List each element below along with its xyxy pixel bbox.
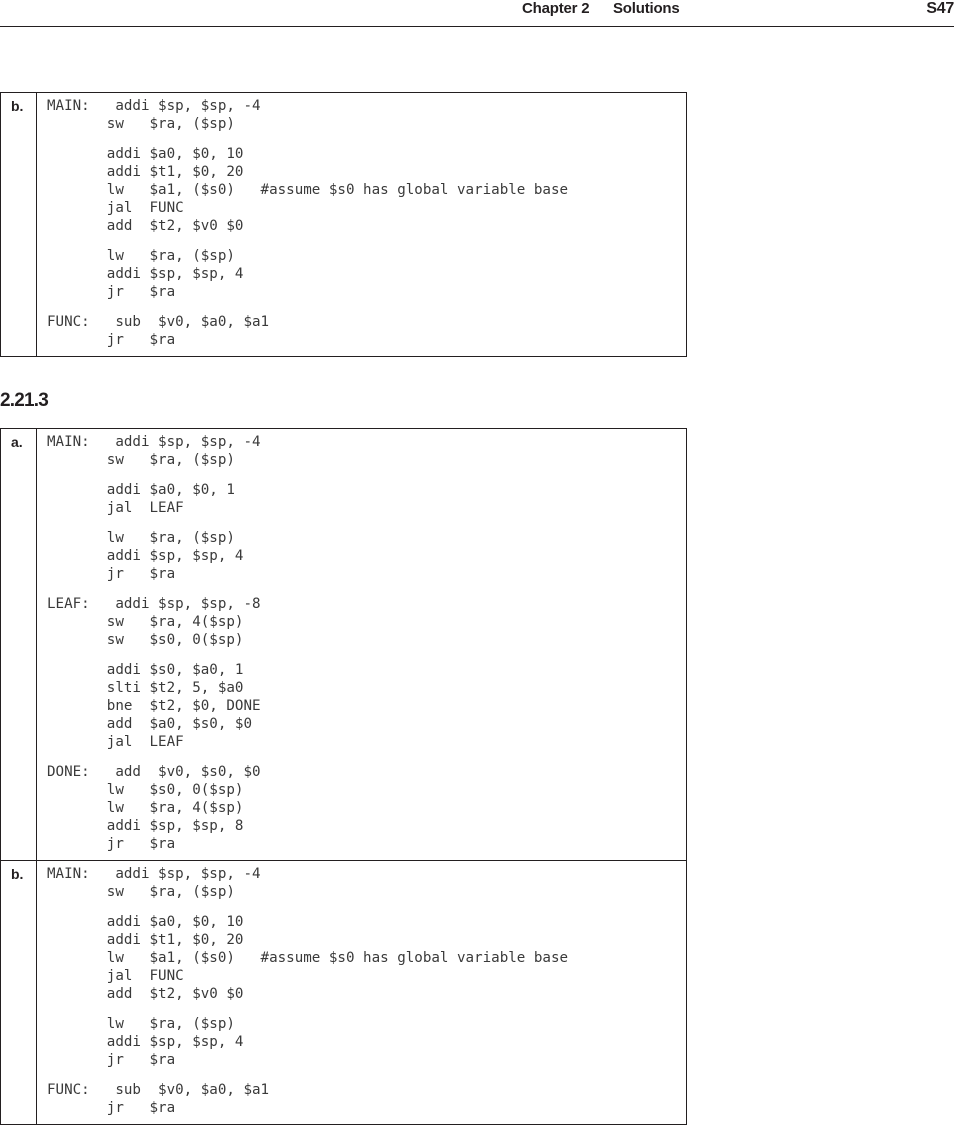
code-listing bbox=[37, 861, 687, 1125]
code-table-part-b-2-21-2 bbox=[0, 92, 687, 357]
code-line: jal FUNC bbox=[47, 968, 184, 984]
code-line: FUNC: sub $v0, $a0, $a1 bbox=[47, 314, 270, 330]
code-line: jal LEAF bbox=[47, 500, 184, 516]
code-line: sw $ra, ($sp) bbox=[47, 116, 235, 132]
group-spacer bbox=[47, 133, 686, 145]
group-spacer bbox=[47, 649, 686, 661]
code-line: sw $ra, ($sp) bbox=[47, 452, 235, 468]
group-spacer bbox=[47, 469, 686, 481]
part-label: b. bbox=[1, 861, 37, 1125]
code-line: lw $a1, ($s0) #assume $s0 has global variable base bbox=[47, 182, 569, 198]
group-spacer bbox=[47, 301, 686, 313]
group-spacer bbox=[47, 1069, 686, 1081]
group-spacer bbox=[47, 1003, 686, 1015]
code-line: lw $ra, ($sp) bbox=[47, 1016, 235, 1032]
code-line: jr $ra bbox=[47, 1052, 176, 1068]
code-line: LEAF: addi $sp, $sp, -8 bbox=[47, 596, 261, 612]
part-label: b. bbox=[1, 93, 37, 357]
code-line: bne $t2, $0, DONE bbox=[47, 698, 261, 714]
running-header bbox=[0, 0, 954, 27]
code-line: add $t2, $v0 $0 bbox=[47, 986, 244, 1002]
code-line: lw $a1, ($s0) #assume $s0 has global variable base bbox=[47, 950, 569, 966]
code-line: sw $s0, 0($sp) bbox=[47, 632, 244, 648]
code-line: addi $a0, $0, 10 bbox=[47, 146, 244, 162]
code-line: jr $ra bbox=[47, 1100, 176, 1116]
code-line: addi $a0, $0, 10 bbox=[47, 914, 244, 930]
code-line: FUNC: sub $v0, $a0, $a1 bbox=[47, 1082, 270, 1098]
code-line: addi $s0, $a0, 1 bbox=[47, 662, 244, 678]
part-label: a. bbox=[1, 429, 37, 861]
code-line: addi $a0, $0, 1 bbox=[47, 482, 235, 498]
code-line: sw $ra, 4($sp) bbox=[47, 614, 244, 630]
code-line: MAIN: addi $sp, $sp, -4 bbox=[47, 98, 261, 114]
table-row bbox=[1, 429, 687, 861]
code-line: lw $ra, ($sp) bbox=[47, 248, 235, 264]
group-spacer bbox=[47, 235, 686, 247]
group-spacer bbox=[47, 901, 686, 913]
code-line: addi $t1, $0, 20 bbox=[47, 932, 244, 948]
code-line: addi $sp, $sp, 4 bbox=[47, 266, 244, 282]
code-line: addi $t1, $0, 20 bbox=[47, 164, 244, 180]
code-listing bbox=[37, 429, 687, 861]
code-line: lw $ra, 4($sp) bbox=[47, 800, 244, 816]
section-heading: 2.21.3 bbox=[0, 390, 49, 411]
code-line: MAIN: addi $sp, $sp, -4 bbox=[47, 866, 261, 882]
code-line: jr $ra bbox=[47, 566, 176, 582]
code-line: addi $sp, $sp, 4 bbox=[47, 548, 244, 564]
code-line: sw $ra, ($sp) bbox=[47, 884, 235, 900]
code-line: add $a0, $s0, $0 bbox=[47, 716, 252, 732]
code-listing bbox=[37, 93, 687, 357]
code-line: jr $ra bbox=[47, 836, 176, 852]
code-line: jr $ra bbox=[47, 284, 176, 300]
chapter-title: Solutions bbox=[613, 0, 680, 17]
code-line: DONE: add $v0, $s0, $0 bbox=[47, 764, 261, 780]
group-spacer bbox=[47, 751, 686, 763]
code-line: jal LEAF bbox=[47, 734, 184, 750]
table-row bbox=[1, 93, 687, 357]
code-line: lw $s0, 0($sp) bbox=[47, 782, 244, 798]
chapter-label: Chapter 2 bbox=[522, 0, 590, 17]
group-spacer bbox=[47, 583, 686, 595]
code-line: add $t2, $v0 $0 bbox=[47, 218, 244, 234]
page-number: S47 bbox=[926, 0, 954, 17]
group-spacer bbox=[47, 517, 686, 529]
code-line: slti $t2, 5, $a0 bbox=[47, 680, 244, 696]
code-line: addi $sp, $sp, 4 bbox=[47, 1034, 244, 1050]
code-line: lw $ra, ($sp) bbox=[47, 530, 235, 546]
code-line: jal FUNC bbox=[47, 200, 184, 216]
code-line: addi $sp, $sp, 8 bbox=[47, 818, 244, 834]
code-line: MAIN: addi $sp, $sp, -4 bbox=[47, 434, 261, 450]
table-row bbox=[1, 861, 687, 1125]
code-line: jr $ra bbox=[47, 332, 176, 348]
code-table-2-21-3 bbox=[0, 428, 687, 1125]
